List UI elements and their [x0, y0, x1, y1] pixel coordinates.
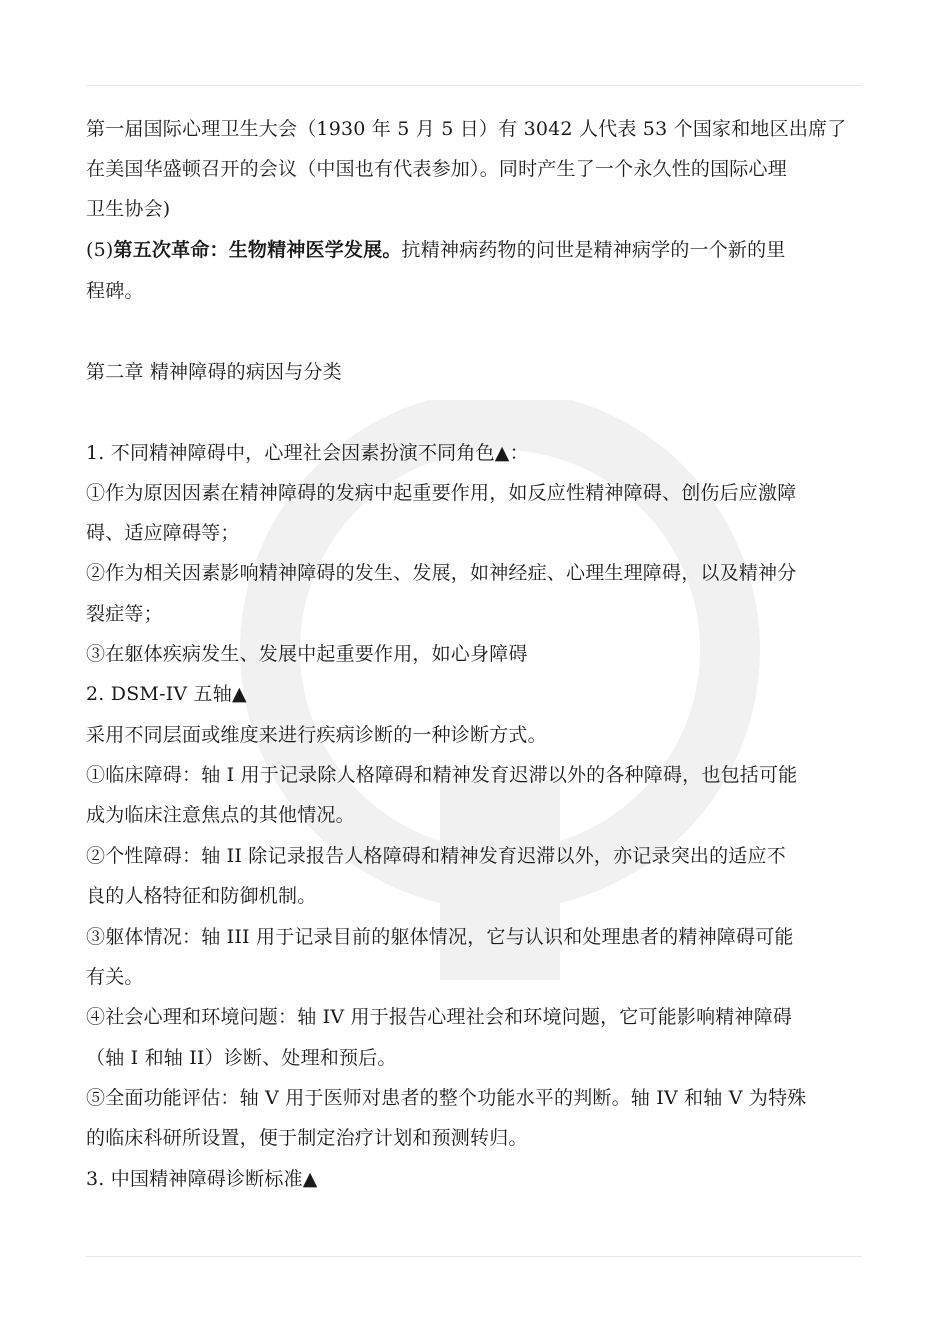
list-item-cont: 裂症等； [86, 603, 163, 625]
list-marker: (5) [86, 239, 114, 261]
list-item-cont: 良的人格特征和防御机制。 [86, 885, 317, 907]
para-line: 卫生协会) [86, 198, 171, 220]
list-item: ④社会心理和环境问题：轴 IV 用于报告心理社会和环境问题，它可能影响精神障碍 [86, 1006, 793, 1028]
list-item: ①作为原因因素在精神障碍的发病中起重要作用，如反应性精神障碍、创伤后应激障 [86, 482, 797, 504]
list-item: ②作为相关因素影响精神障碍的发生、发展，如神经症、心理生理障碍，以及精神分 [86, 562, 797, 584]
para-line: 第一届国际心理卫生大会（1930 年 5 月 5 日）有 3042 人代表 53 个国家和地区出席了 [86, 118, 847, 140]
list-item: ⑤全面功能评估：轴 V 用于医师对患者的整个功能水平的判断。轴 IV 和轴 V 为特殊 [86, 1087, 807, 1109]
list-item: ②个性障碍：轴 II 除记录报告人格障碍和精神发育迟滞以外，亦记录突出的适应不 [86, 845, 786, 867]
para-line: 程碑。 [86, 280, 144, 302]
list-item-cont: （轴 I 和轴 II）诊断、处理和预后。 [86, 1047, 397, 1069]
revolution-five-line [86, 237, 862, 263]
list-item-cont: 有关。 [86, 966, 144, 988]
list-item: ③躯体情况：轴 III 用于记录目前的躯体情况，它与认识和处理患者的精神障碍可能 [86, 926, 794, 948]
list-item-cont: 碍、适应障碍等； [86, 522, 240, 544]
section-heading: 1. 不同精神障碍中，心理社会因素扮演不同角色▲： [86, 442, 529, 464]
para-line: 在美国华盛顿召开的会议（中国也有代表参加）。同时产生了一个永久性的国际心理 [86, 158, 787, 180]
bold-heading: 第五次革命：生物精神医学发展。 [113, 239, 402, 261]
para-text: 抗精神病药物的问世是精神病学的一个新的里 [401, 239, 786, 261]
list-item-cont: 的临床科研所设置，便于制定治疗计划和预测转归。 [86, 1127, 528, 1149]
list-item-cont: 成为临床注意焦点的其他情况。 [86, 804, 355, 826]
section-heading: 2. DSM-IV 五轴▲ [86, 683, 247, 705]
list-item: ③在躯体疾病发生、发展中起重要作用，如心身障碍 [86, 643, 528, 665]
section-heading: 3. 中国精神障碍诊断标准▲ [86, 1168, 318, 1190]
para-line: 采用不同层面或维度来进行疾病诊断的一种诊断方式。 [86, 724, 547, 746]
header-rule [86, 85, 862, 86]
chapter-title: 第二章 精神障碍的病因与分类 [86, 361, 342, 383]
footer-rule [86, 1256, 862, 1257]
list-item: ①临床障碍：轴 I 用于记录除人格障碍和精神发育迟滞以外的各种障碍，也包括可能 [86, 764, 798, 786]
